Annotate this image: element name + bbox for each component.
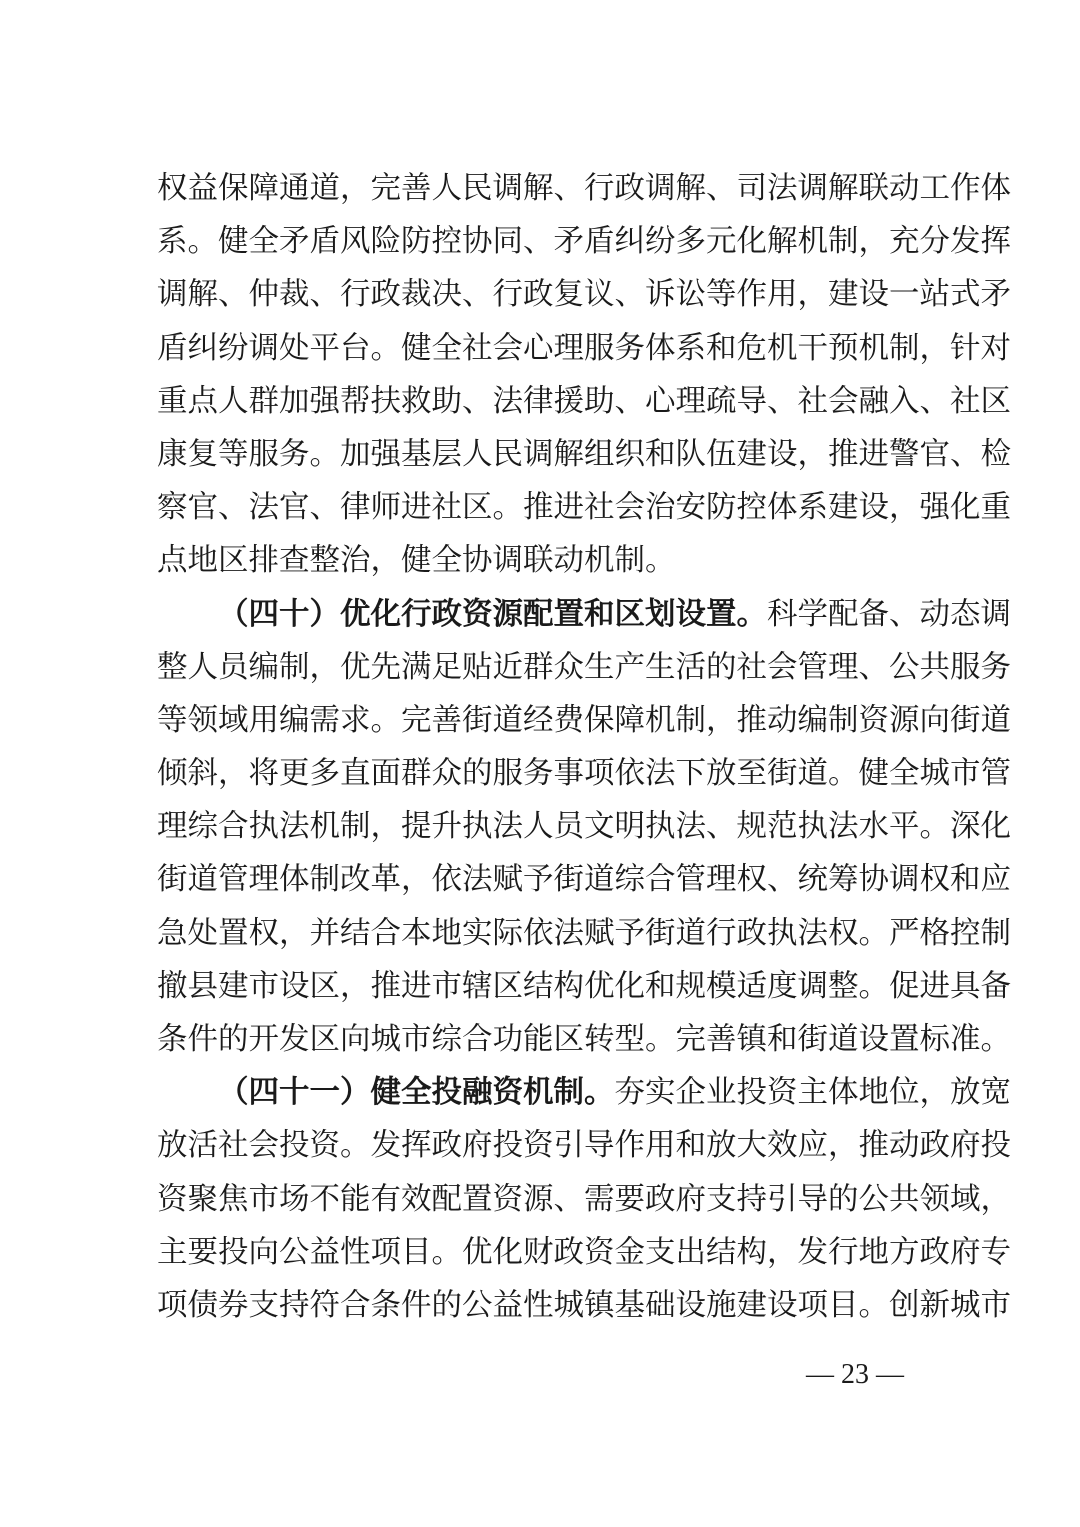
paragraph-line: 等领域用编需求。完善街道经费保障机制，推动编制资源向街道: [157, 702, 1011, 738]
paragraph-line: 理综合执法机制，提升执法人员文明执法、规范执法水平。深化: [157, 809, 1011, 845]
section-text: 科学配备、动态调: [767, 596, 1011, 632]
paragraph-line: 点地区排查整治，健全协调联动机制。: [157, 543, 676, 579]
body-text: [157, 162, 1011, 1332]
paragraph-line: 系。健全矛盾风险防控协同、矛盾纠纷多元化解机制，充分发挥: [157, 224, 1011, 260]
paragraph-line: 察官、法官、律师进社区。推进社会治安防控体系建设，强化重: [157, 490, 1011, 526]
section-first-line: [157, 1066, 1011, 1119]
paragraph-line: 急处置权，并结合本地实际依法赋予街道行政执法权。严格控制: [157, 915, 1011, 951]
paragraph-line: 放活社会投资。发挥政府投资引导作用和放大效应，推动政府投: [157, 1128, 1011, 1164]
section-heading: （四十一）健全投融资机制。: [218, 1074, 615, 1111]
section-text: 夯实企业投资主体地位，放宽: [614, 1075, 1011, 1111]
paragraph-line: 权益保障通道，完善人民调解、行政调解、司法调解联动工作体: [157, 171, 1011, 206]
section-heading: （四十）优化行政资源配置和区划设置。: [218, 595, 767, 632]
page-number: — 23 —: [806, 1359, 904, 1390]
paragraph-line: 街道管理体制改革，依法赋予街道综合管理权、统筹协调权和应: [157, 862, 1011, 898]
paragraph-line: 项债券支持符合条件的公益性城镇基础设施建设项目。创新城市: [157, 1287, 1011, 1323]
paragraph-line: 倾斜，将更多直面群众的服务事项依法下放至街道。健全城市管: [157, 756, 1011, 792]
paragraph-line: 调解、仲裁、行政裁决、行政复议、诉讼等作用，建设一站式矛: [157, 277, 1011, 313]
paragraph-line: 条件的开发区向城市综合功能区转型。完善镇和街道设置标准。: [157, 1022, 1011, 1057]
paragraph-line: 盾纠纷调处平台。健全社会心理服务体系和危机干预机制，针对: [157, 330, 1011, 366]
paragraph-line: 资聚焦市场不能有效配置资源、需要政府支持引导的公共领域，: [157, 1181, 1011, 1217]
paragraph-line: 康复等服务。加强基层人民调解组织和队伍建设，推进警官、检: [157, 436, 1011, 472]
paragraph-line: 整人员编制，优先满足贴近群众生产生活的社会管理、公共服务: [157, 649, 1011, 685]
paragraph-line: 主要投向公益性项目。优化财政资金支出结构，发行地方政府专: [157, 1234, 1011, 1270]
paragraph-line: 重点人群加强帮扶救助、法律援助、心理疏导、社会融入、社区: [157, 383, 1011, 419]
paragraph-line: 撤县建市设区，推进市辖区结构优化和规模适度调整。促进具备: [157, 968, 1011, 1004]
section-first-line: [157, 588, 1011, 641]
